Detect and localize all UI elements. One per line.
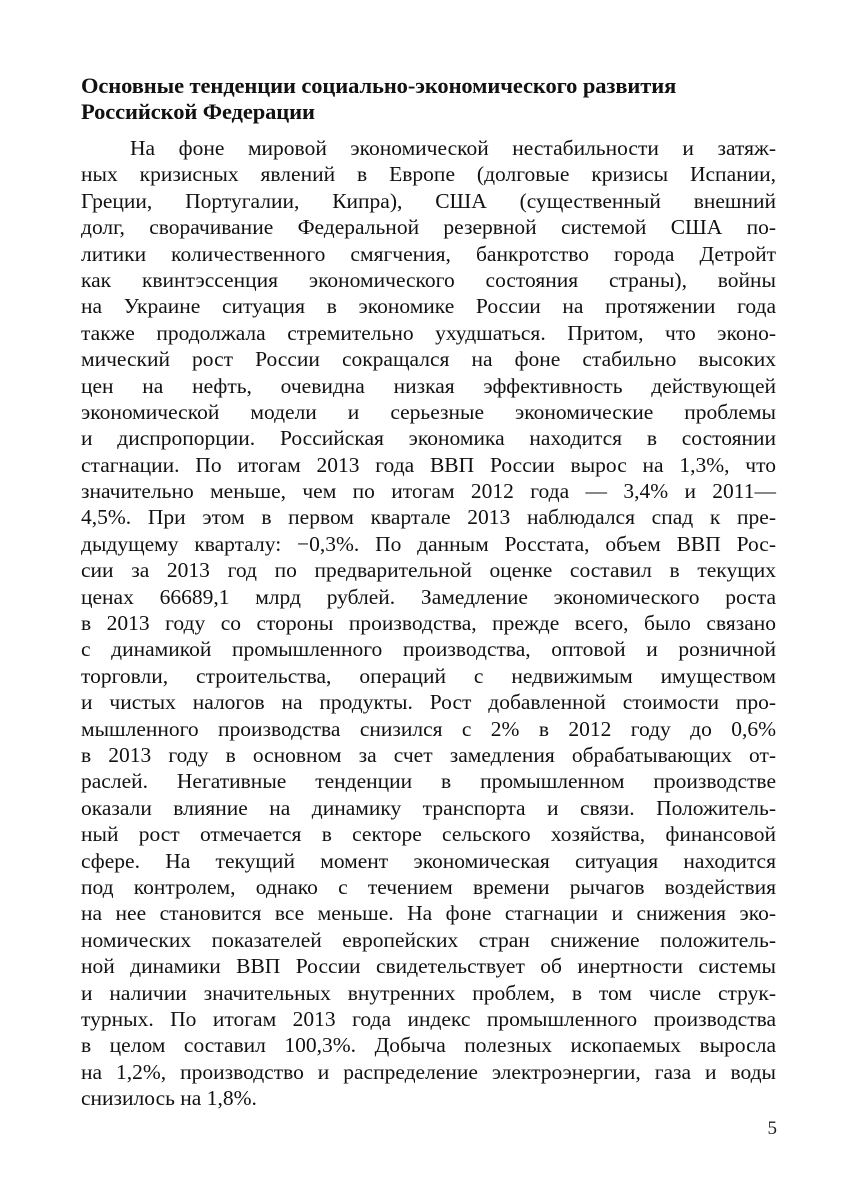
paragraph-line: экономической модели и серьезные экономические проблемы [81, 399, 776, 424]
paragraph-line: сии за 2013 год по предварительной оценке составил в текущих [81, 558, 776, 583]
document-page [81, 73, 776, 1111]
paragraph-line: долг, сворачивание Федеральной резервной системой США по- [81, 215, 776, 240]
paragraph-line: на нее становится все меньше. На фоне стагнации и снижения эко- [81, 901, 776, 926]
paragraph-line: мический рост России сокращался на фоне стабильно высоких [81, 347, 776, 372]
paragraph-line: в 2013 году в основном за счет замедления обрабатывающих от- [81, 742, 776, 767]
paragraph-line: раслей. Негативные тенденции в промышленном производстве [81, 769, 776, 794]
paragraph-line: торговли, строительства, операций с недвижимым имуществом [81, 663, 776, 688]
paragraph-line: в целом составил 100,3%. Добыча полезных ископаемых выросла [81, 1033, 776, 1058]
section-heading [81, 73, 776, 125]
paragraph-line: 4,5%. При этом в первом квартале 2013 наблюдался спад к пре- [81, 505, 776, 530]
body-paragraph [81, 135, 776, 1111]
paragraph-line: ный рост отмечается в секторе сельского хозяйства, финансовой [81, 822, 776, 847]
paragraph-line: турных. По итогам 2013 года индекс промышленного производства [81, 1006, 776, 1031]
paragraph-line: Греции, Португалии, Кипра), США (существенный внешний [81, 188, 776, 213]
paragraph-line: На фоне мировой экономической нестабильности и затяж- [130, 136, 776, 160]
paragraph-line: под контролем, однако с течением времени рычагов воздействия [81, 874, 776, 899]
paragraph-line: также продолжала стремительно ухудшаться. Притом, что эконо- [81, 320, 776, 345]
paragraph-line: с динамикой промышленного производства, оптовой и розничной [81, 637, 776, 662]
paragraph-line: и наличии значительных внутренних проблем, в том числе струк- [81, 980, 776, 1005]
paragraph-line: цен на нефть, очевидна низкая эффективность действующей [81, 373, 776, 398]
paragraph-line: на 1,2%, производство и распределение электроэнергии, газа и воды [81, 1059, 776, 1084]
paragraph-line: снизилось на 1,8%. [81, 1086, 257, 1111]
paragraph-line: номических показателей европейских стран снижение положитель- [81, 927, 776, 952]
paragraph-line: мышленного производства снизился с 2% в 2012 году до 0,6% [81, 716, 776, 741]
heading-line: Основные тенденции социально-экономического развития [81, 73, 677, 98]
paragraph-line: как квинтэссенция экономического состояния страны), войны [81, 267, 776, 292]
paragraph-line: ных кризисных явлений в Европе (долговые кризисы Испании, [81, 162, 776, 187]
paragraph-line: сфере. На текущий момент экономическая ситуация находится [81, 848, 776, 873]
paragraph-line: дыдущему кварталу: −0,3%. По данным Росстата, объем ВВП Рос- [81, 531, 776, 556]
heading-line: Российской Федерации [81, 99, 315, 124]
paragraph-line: на Украине ситуация в экономике России на протяжении года [81, 294, 776, 319]
paragraph-line: значительно меньше, чем по итогам 2012 года — 3,4% и 2011— [81, 479, 776, 504]
paragraph-line: стагнации. По итогам 2013 года ВВП России вырос на 1,3%, что [81, 452, 776, 477]
paragraph-line: литики количественного смягчения, банкротство города Детройт [81, 241, 776, 266]
page-number: 5 [767, 1118, 777, 1139]
paragraph-line: ной динамики ВВП России свидетельствует об инертности системы [81, 954, 776, 979]
paragraph-line: ценах 66689,1 млрд рублей. Замедление экономического роста [81, 584, 776, 609]
paragraph-line: в 2013 году со стороны производства, прежде всего, было связано [81, 611, 776, 636]
paragraph-line: и диспропорции. Российская экономика находится в состоянии [81, 426, 776, 451]
paragraph-line: оказали влияние на динамику транспорта и связи. Положитель- [81, 795, 776, 820]
paragraph-line: и чистых налогов на продукты. Рост добавленной стоимости про- [81, 690, 776, 715]
